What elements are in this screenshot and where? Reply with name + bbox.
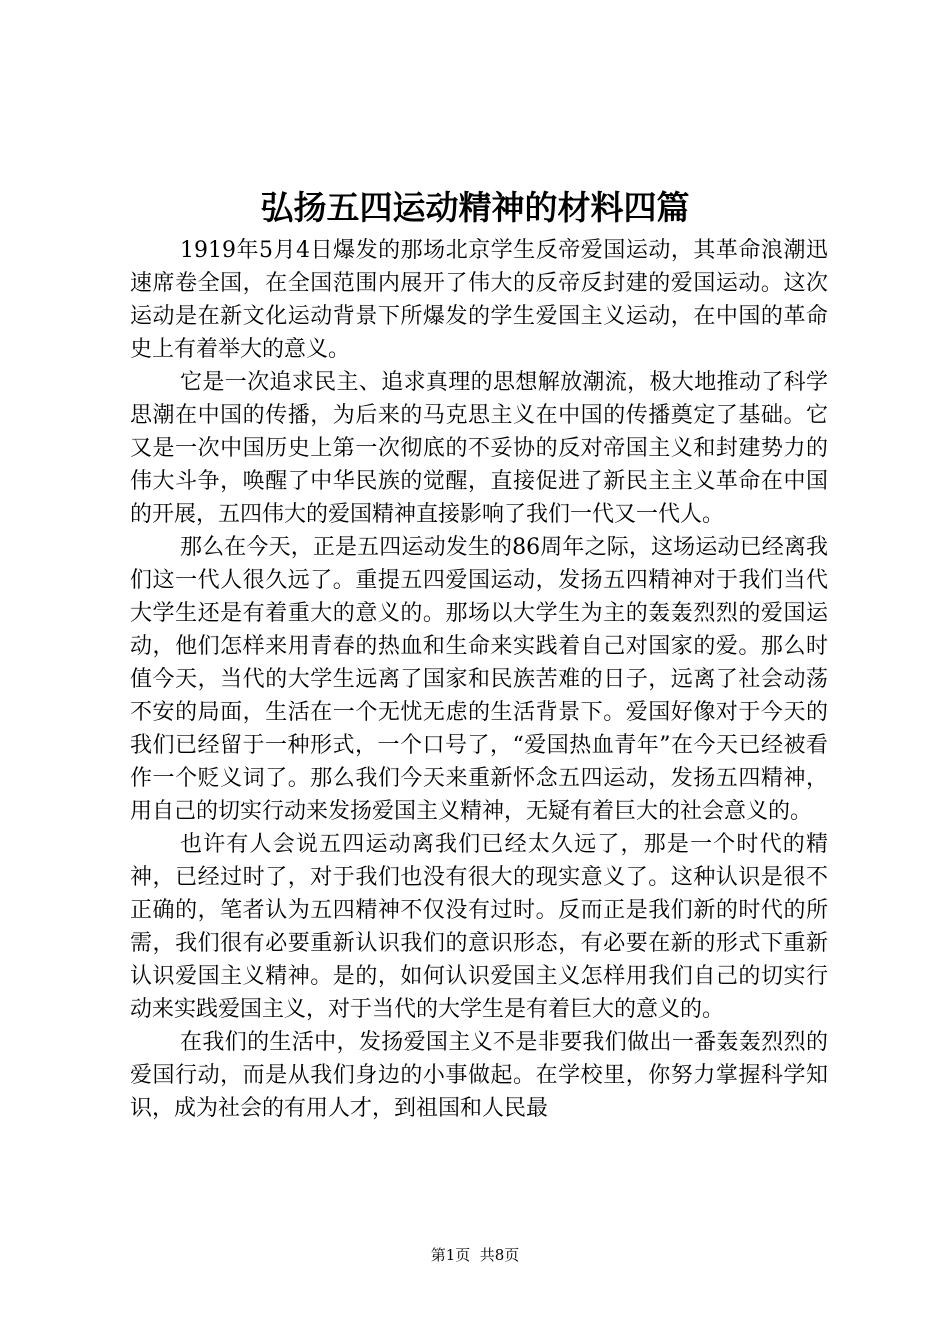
page-number-label: 第1页 共8页: [430, 1246, 520, 1264]
paragraph-4: 也许有人会说五四运动离我们已经太久远了，那是一个时代的精神，已经过时了，对于我们也没有很大的现实意义了。这种认识是很不正确的，笔者认为五四精神不仅没有过时。反而正是我们新的时代的所需，我们很有必要重新认识我们的意识形态，有必要在新的形式下重新认识爱国主义精神。是的，如何认识爱国主义怎样用我们自己的切实行动来实践爱国主义，对于当代的大学生是有着巨大的意义的。: [130, 832, 828, 1022]
paragraph-3: 那么在今天，正是五四运动发生的86周年之际，这场运动已经离我们这一代人很久远了。重提五四爱国运动，发扬五四精神对于我们当代大学生还是有着重大的意义的。那场以大学生为主的轰轰烈烈的爱国运动，他们怎样来用青春的热血和生命来实践着自己对国家的爱。那么时值今天，当代的大学生远离了国家和民族苦难的日子，远离了社会动荡不安的局面，生活在一个无忧无虑的生活背景下。爱国好像对于今天的我们已经留于一种形式，一个口号了，“爱国热血青年”在今天已经被看作一个贬义词了。那么我们今天来重新怀念五四运动，发扬五四精神，用自己的切实行动来发扬爱国主义精神，无疑有着巨大的社会意义的。: [130, 535, 828, 824]
page-footer: [0, 1244, 950, 1266]
paragraph-2: 它是一次追求民主、追求真理的思想解放潮流，极大地推动了科学思潮在中国的传播，为后来的马克思主义在中国的传播奠定了基础。它又是一次中国历史上第一次彻底的不妥协的反对帝国主义和封建势力的伟大斗争，唤醒了中华民族的觉醒，直接促进了新民主主义革命在中国的开展，五四伟大的爱国精神直接影响了我们一代又一代人。: [130, 370, 828, 527]
paragraph-1: 1919年5月4日爆发的那场北京学生反帝爱国运动，其革命浪潮迅速席卷全国，在全国范围内展开了伟大的反帝反封建的爱国运动。这次运动是在新文化运动背景下所爆发的学生爱国主义运动，在中国的革命史上有着举大的意义。: [130, 238, 828, 362]
document-body: [130, 234, 828, 1125]
document-title: 弘扬五四运动精神的材料四篇: [260, 188, 690, 227]
paragraph-5: 在我们的生活中，发扬爱国主义不是非要我们做出一番轰轰烈烈的爱国行动，而是从我们身边的小事做起。在学校里，你努力掌握科学知识，成为社会的有用人才，到祖国和人民最: [130, 1030, 828, 1121]
